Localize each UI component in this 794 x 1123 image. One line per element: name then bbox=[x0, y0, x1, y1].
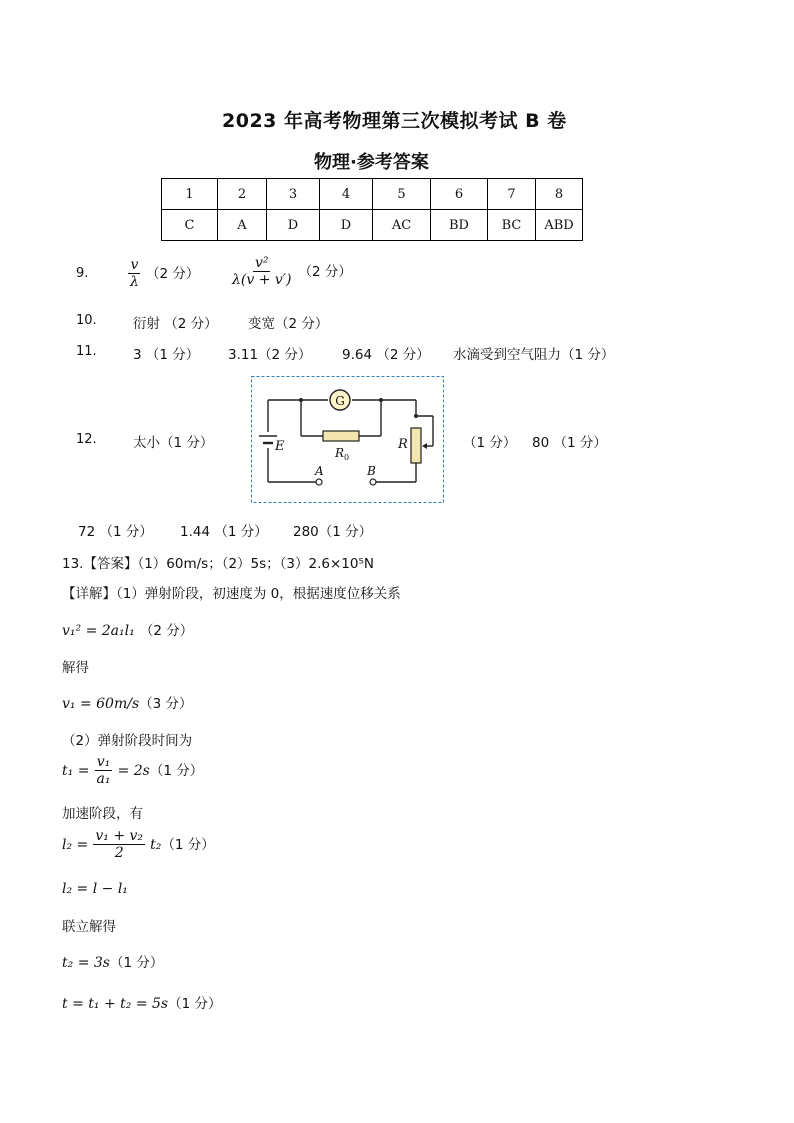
rheostat-r bbox=[411, 428, 421, 463]
answer-table bbox=[161, 178, 583, 241]
rheostat-label: R bbox=[398, 437, 408, 452]
score: （2 分） bbox=[164, 316, 218, 332]
q11-answer-1 bbox=[133, 343, 199, 363]
answer-text: 变宽 bbox=[248, 316, 275, 332]
q13-answer-line: 13.【答案】（1）60m/s；（2）5s；（3）2.6×10⁵N bbox=[62, 556, 374, 572]
galvanometer-label: G bbox=[335, 394, 345, 408]
q13-equation-3 bbox=[62, 754, 203, 787]
q13-solve-label-2: 联立解得 bbox=[62, 919, 116, 935]
table-cell: 6 bbox=[431, 179, 488, 210]
score: （3 分） bbox=[139, 696, 193, 712]
fraction-denominator: λ(v + v′) bbox=[232, 272, 292, 288]
q13-part-2-heading: （2）弹射阶段时间为 bbox=[62, 733, 193, 749]
score: （1 分） bbox=[318, 524, 373, 540]
score: （1 分） bbox=[553, 435, 607, 451]
table-cell: D bbox=[267, 210, 320, 241]
answer-text: 水滴受到空气阻力 bbox=[453, 347, 561, 363]
table-cell: D bbox=[320, 210, 373, 241]
table-cell: 3 bbox=[267, 179, 320, 210]
question-number: 12. bbox=[76, 432, 97, 447]
table-cell: 7 bbox=[488, 179, 536, 210]
table-cell: ABD bbox=[536, 210, 583, 241]
equation-left: t₁ = bbox=[62, 763, 90, 779]
q12-answer-1 bbox=[133, 431, 213, 451]
table-cell: A bbox=[218, 210, 267, 241]
table-cell: BC bbox=[488, 210, 536, 241]
answer-text: 衍射 bbox=[133, 316, 160, 332]
score: （2 分） bbox=[376, 347, 430, 363]
equation: t = t₁ + t₂ = 5s bbox=[62, 996, 169, 1012]
answer-table-answer-row bbox=[162, 210, 583, 241]
fraction-numerator: v₁ + v₂ bbox=[95, 828, 144, 844]
fraction-denominator: a₁ bbox=[96, 771, 111, 787]
answer-text: 3 bbox=[133, 347, 142, 363]
score: （1 分） bbox=[161, 837, 215, 853]
score: （1 分） bbox=[168, 996, 222, 1012]
table-cell: AC bbox=[373, 210, 431, 241]
score: （2 分） bbox=[275, 316, 329, 332]
table-cell: 1 bbox=[162, 179, 218, 210]
q12-answer-6 bbox=[293, 520, 372, 540]
answer-text: 80 bbox=[532, 435, 550, 451]
resistor-r0 bbox=[323, 431, 359, 441]
q13-equation-4 bbox=[62, 828, 215, 861]
table-cell: BD bbox=[431, 210, 488, 241]
q13-detail-heading: 【详解】（1）弹射阶段，初速度为 0，根据速度位移关系 bbox=[62, 586, 401, 602]
score: （1 分） bbox=[214, 524, 268, 540]
score: （1 分） bbox=[149, 763, 204, 779]
q13-equation-6 bbox=[62, 951, 163, 971]
q9-fraction-2 bbox=[230, 255, 352, 288]
battery-label: E bbox=[275, 439, 285, 454]
equation-right: t₂ bbox=[150, 837, 162, 853]
fraction-numerator: v bbox=[130, 257, 139, 273]
page-subtitle: 物理·参考答案 bbox=[314, 152, 429, 173]
answer-text: 72 bbox=[78, 524, 96, 540]
answer-table-number-row bbox=[162, 179, 583, 210]
q13-accel-label: 加速阶段，有 bbox=[62, 806, 143, 822]
score: （2 分） bbox=[298, 264, 352, 280]
table-cell: 2 bbox=[218, 179, 267, 210]
answer-text: 1.44 bbox=[180, 524, 211, 540]
equation-right: = 2s bbox=[117, 763, 150, 779]
q12-answer-5 bbox=[180, 520, 268, 540]
terminal-b-label: B bbox=[367, 464, 376, 478]
q13-equation-2 bbox=[62, 692, 193, 712]
q13-equation-1 bbox=[62, 619, 193, 639]
score: （1 分） bbox=[109, 955, 164, 971]
terminal-b bbox=[370, 479, 376, 485]
fraction-denominator: λ bbox=[130, 274, 139, 290]
equation: l₂ = l − l₁ bbox=[62, 881, 128, 897]
q13-equation-5 bbox=[62, 878, 128, 897]
score: （1 分） bbox=[561, 347, 615, 363]
q10-answer-2 bbox=[248, 312, 328, 332]
equation: v₁² = 2a₁l₁ bbox=[62, 623, 135, 639]
answer-text: 9.64 bbox=[342, 347, 373, 363]
question-number: 11. bbox=[76, 344, 97, 359]
q13-equation-7 bbox=[62, 992, 221, 1012]
resistor-r0-label: $R_0$ bbox=[335, 446, 350, 462]
q12-answer-4 bbox=[78, 520, 153, 540]
question-number: 10. bbox=[76, 313, 97, 328]
score: （1 分） bbox=[99, 524, 153, 540]
table-cell: C bbox=[162, 210, 218, 241]
answer-text: 3.11 bbox=[228, 347, 259, 363]
equation-left: l₂ = bbox=[62, 837, 89, 853]
score: （2 分） bbox=[139, 623, 194, 639]
table-cell: 8 bbox=[536, 179, 583, 210]
q13-solve-label: 解得 bbox=[62, 660, 89, 676]
score: （1 分） bbox=[145, 347, 200, 363]
terminal-a bbox=[316, 479, 322, 485]
answer-text: 太小 bbox=[133, 435, 160, 451]
score: （2 分） bbox=[258, 347, 312, 363]
score: （1 分） bbox=[160, 435, 214, 451]
answer-text: 280 bbox=[293, 524, 319, 540]
q11-answer-2 bbox=[228, 343, 311, 363]
circuit-diagram bbox=[251, 376, 445, 504]
table-cell: 4 bbox=[320, 179, 373, 210]
q10-answer-1 bbox=[133, 312, 218, 332]
fraction-numerator: v² bbox=[254, 255, 269, 271]
q12-score-2: （1 分） bbox=[463, 435, 517, 451]
equation: v₁ = 60m/s bbox=[62, 696, 140, 712]
q12-answer-3 bbox=[532, 431, 607, 451]
page-title: 2023 年高考物理第三次模拟考试 B 卷 bbox=[222, 110, 567, 132]
table-cell: 5 bbox=[373, 179, 431, 210]
q9-fraction-1 bbox=[128, 257, 199, 290]
question-number: 9. bbox=[76, 266, 89, 281]
score: （2 分） bbox=[145, 266, 200, 282]
terminal-a-label: A bbox=[315, 464, 324, 478]
q11-answer-4 bbox=[453, 343, 614, 363]
q11-answer-3 bbox=[342, 343, 430, 363]
fraction-denominator: 2 bbox=[114, 845, 124, 861]
fraction-numerator: v₁ bbox=[96, 754, 111, 770]
equation: t₂ = 3s bbox=[62, 955, 110, 971]
